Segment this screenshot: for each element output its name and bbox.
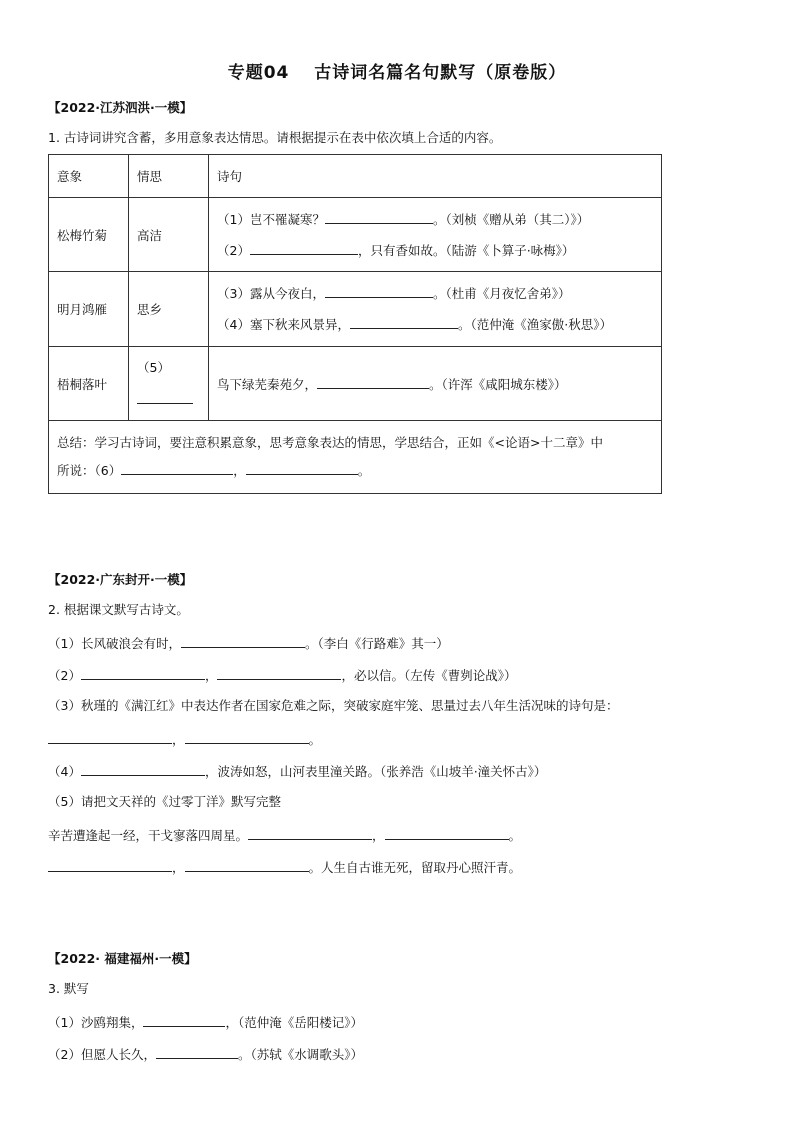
period: 。 xyxy=(357,463,371,478)
comma: ， xyxy=(172,732,185,747)
answer-blank-4[interactable] xyxy=(350,315,458,329)
row-imagery: 梧桐落叶 xyxy=(49,347,129,421)
table-row xyxy=(49,347,662,421)
verse-text: （1）长风破浪会有时， xyxy=(48,636,181,651)
comma: ， xyxy=(172,860,185,875)
q3-line-1 xyxy=(48,1013,363,1031)
answer-blank[interactable] xyxy=(248,826,372,840)
answer-blank-6[interactable] xyxy=(317,375,429,389)
comma: ， xyxy=(233,463,246,478)
row-imagery: 松梅竹菊 xyxy=(49,198,129,272)
comma: ， xyxy=(372,828,385,843)
verse-text: 辛苦遭逢起一经，干戈寥落四周星。 xyxy=(48,828,249,843)
summary-row xyxy=(49,421,662,494)
answer-blank[interactable] xyxy=(185,858,309,872)
verse-text: 。（刘桢《赠从弟（其二）》） xyxy=(432,211,590,227)
row-emotion: （5） xyxy=(137,360,170,375)
answer-blank-1[interactable] xyxy=(325,210,433,224)
answer-blank-5[interactable] xyxy=(137,390,193,404)
answer-blank[interactable] xyxy=(217,666,341,680)
verse-text: 。（李白《行路难》其一） xyxy=(304,636,449,651)
q1-prompt: 1. 古诗词讲究含蓄，多用意象表达情思。请根据提示在表中依次填上合适的内容。 xyxy=(48,130,502,145)
q2-line-8 xyxy=(48,858,521,876)
answer-blank[interactable] xyxy=(81,666,205,680)
verse-text: （1）沙鸥翔集， xyxy=(48,1015,144,1030)
row-imagery: 明月鸿雁 xyxy=(49,272,129,347)
period: 。 xyxy=(508,828,522,843)
answer-blank[interactable] xyxy=(81,762,205,776)
table-header-row xyxy=(49,155,662,198)
verse-text: （4） xyxy=(48,764,81,779)
answer-blank[interactable] xyxy=(156,1045,238,1059)
verse-text: （2） xyxy=(48,668,81,683)
q2-source: 【2022·广东封开·一模】 xyxy=(48,572,193,587)
answer-blank-3[interactable] xyxy=(325,284,433,298)
q3-source: 【2022· 福建福州·一模】 xyxy=(48,951,197,966)
q2-line-6: （5）请把文天祥的《过零丁洋》默写完整 xyxy=(48,794,281,809)
row-emotion-cell xyxy=(129,347,209,421)
summary-cell xyxy=(49,421,662,494)
q1-source: 【2022·江苏泗洪·一模】 xyxy=(48,100,193,115)
page-title: 专题04 古诗词名篇名句默写（原卷版） xyxy=(227,63,567,83)
answer-blank[interactable] xyxy=(48,730,172,744)
verse-text: （2）但愿人长久， xyxy=(48,1047,156,1062)
answer-blank-7[interactable] xyxy=(121,461,233,475)
answer-blank[interactable] xyxy=(181,634,305,648)
answer-blank[interactable] xyxy=(143,1013,225,1027)
table-row xyxy=(49,272,662,347)
q2-line-3: （3）秋瑾的《满江红》中表达作者在国家危难之际，突破家庭牢笼、思量过去八年生活况味的诗句是： xyxy=(48,698,619,713)
verse-text: ，（范仲淹《岳阳楼记》） xyxy=(225,1015,363,1030)
row-verses xyxy=(209,198,662,272)
imagery-table xyxy=(48,154,662,494)
q2-line-5 xyxy=(48,762,546,780)
row-emotion: 高洁 xyxy=(129,198,209,272)
q2-line-2 xyxy=(48,666,516,684)
verse-text: 。人生自古谁无死，留取丹心照汗青。 xyxy=(308,860,522,875)
verse-text: （3）露从今夜白， xyxy=(217,286,325,301)
verse-text: （4）塞下秋来风景异， xyxy=(217,317,350,332)
verse-text: ，必以信。（左传《曹刿论战》） xyxy=(341,668,517,683)
q3-prompt: 3. 默写 xyxy=(48,981,89,996)
summary-text: 总结：学习古诗词，要注意积累意象，思考意象表达的情思，学思结合，正如《<论语>十二章》中 xyxy=(57,435,603,450)
header-imagery: 意象 xyxy=(49,155,129,198)
header-emotion: 情思 xyxy=(129,155,209,198)
row-verses xyxy=(209,347,662,421)
q2-line-7 xyxy=(48,826,521,844)
verse-text: 。（苏轼《水调歌头》） xyxy=(237,1047,363,1062)
answer-blank[interactable] xyxy=(48,858,172,872)
verse-text: 。（范仲淹《渔家傲·秋思》） xyxy=(457,317,612,332)
summary-text: 所说：（6） xyxy=(57,463,122,478)
table-row xyxy=(49,198,662,272)
verse-text: 。（许浑《咸阳城东楼》） xyxy=(429,376,567,392)
row-emotion: 思乡 xyxy=(129,272,209,347)
verse-text: ，波涛如怒，山河表里潼关路。（张养浩《山坡羊·潼关怀古》） xyxy=(204,764,547,779)
answer-blank[interactable] xyxy=(385,826,509,840)
comma: ， xyxy=(204,668,218,683)
answer-blank-8[interactable] xyxy=(246,461,358,475)
q2-line-1 xyxy=(48,634,449,652)
row-verses xyxy=(209,272,662,347)
verse-text: 。（杜甫《月夜忆舍弟》） xyxy=(432,286,571,301)
verse-text: （1）岂不罹凝寒？ xyxy=(217,211,325,227)
header-verse: 诗句 xyxy=(209,155,662,198)
verse-text: （2） xyxy=(217,242,250,258)
verse-text: 鸟下绿芜秦苑夕， xyxy=(217,376,318,392)
verse-text: ，只有香如故。（陆游《卜算子·咏梅》） xyxy=(357,242,575,258)
q2-line-4 xyxy=(48,730,321,748)
answer-blank-2[interactable] xyxy=(250,241,358,255)
period: 。 xyxy=(308,732,322,747)
q2-prompt: 2. 根据课文默写古诗文。 xyxy=(48,602,189,617)
answer-blank[interactable] xyxy=(185,730,309,744)
q3-line-2 xyxy=(48,1045,363,1063)
